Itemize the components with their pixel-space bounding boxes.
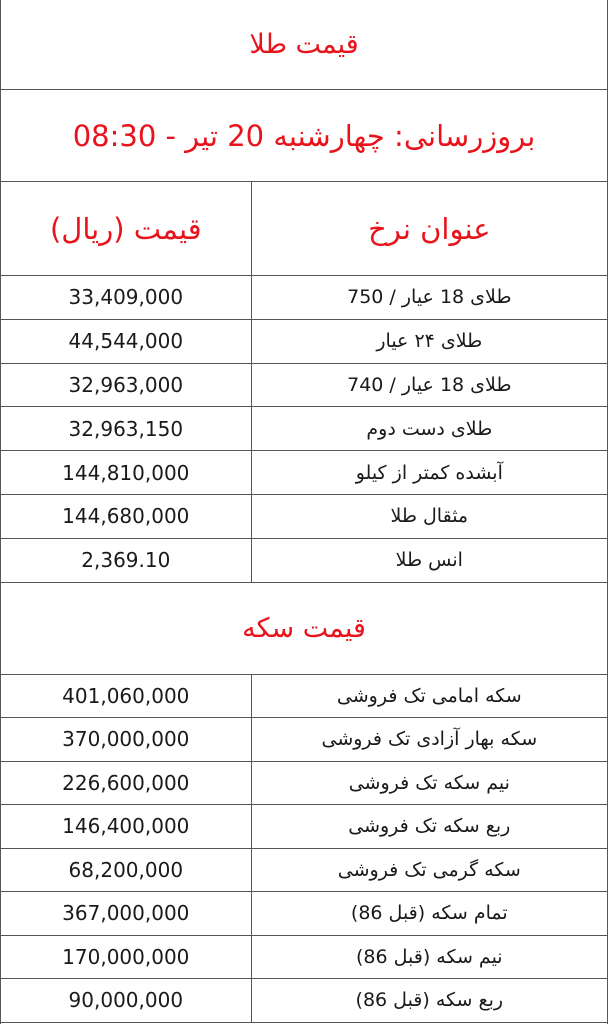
rate-price: 367,000,000 xyxy=(62,901,190,926)
rate-name: نیم سکه تک فروشی xyxy=(251,762,607,805)
rate-price: 68,200,000 xyxy=(68,857,184,882)
table-row xyxy=(1,849,607,893)
table-row xyxy=(1,805,607,849)
rate-name: نیم سکه (قبل 86) xyxy=(251,936,607,979)
rate-price: 90,000,000 xyxy=(68,988,184,1013)
page-title: قیمت طلا xyxy=(1,0,607,90)
coin-section-title: قیمت سکه xyxy=(1,583,607,675)
table-row xyxy=(1,364,607,408)
table-row xyxy=(1,892,607,936)
table-row xyxy=(1,718,607,762)
header-price: قیمت (ریال) xyxy=(49,211,202,246)
rate-price: 44,544,000 xyxy=(68,329,184,354)
rate-name: سکه امامی تک فروشی xyxy=(251,675,607,718)
rate-price: 146,400,000 xyxy=(62,814,190,839)
table-row xyxy=(1,979,607,1023)
rate-name: طلای 18 عیار / 750 xyxy=(251,276,607,319)
rate-name: سکه بهار آزادی تک فروشی xyxy=(251,718,607,761)
last-updated: بروزرسانی: چهارشنبه 20 تیر - 08:30 xyxy=(1,90,607,182)
rate-price: 32,963,150 xyxy=(68,416,184,441)
rate-name: طلای ۲۴ عیار xyxy=(251,320,607,363)
rate-name: مثقال طلا xyxy=(251,495,607,538)
table-row xyxy=(1,276,607,320)
rate-price: 401,060,000 xyxy=(62,683,190,708)
table-row xyxy=(1,495,607,539)
rate-price: 33,409,000 xyxy=(68,285,184,310)
rate-name: ربع سکه (قبل 86) xyxy=(251,979,607,1022)
table-header-row xyxy=(1,182,607,276)
table-row xyxy=(1,407,607,451)
table-row xyxy=(1,762,607,806)
table-row xyxy=(1,539,607,583)
rate-price: 170,000,000 xyxy=(62,944,190,969)
rate-name: طلای دست دوم xyxy=(251,407,607,450)
rate-price: 144,810,000 xyxy=(62,460,190,485)
rate-name: ربع سکه تک فروشی xyxy=(251,805,607,848)
rate-name: تمام سکه (قبل 86) xyxy=(251,892,607,935)
rate-price: 2,369.10 xyxy=(81,548,171,573)
table-row xyxy=(1,320,607,364)
table-row xyxy=(1,451,607,495)
rate-name: انس طلا xyxy=(251,539,607,582)
rate-name: آبشده کمتر از کیلو xyxy=(251,451,607,494)
rate-name: طلای 18 عیار / 740 xyxy=(251,364,607,407)
rate-price: 144,680,000 xyxy=(62,504,190,529)
header-name: عنوان نرخ xyxy=(251,182,607,275)
rate-price: 370,000,000 xyxy=(62,727,190,752)
rate-price: 226,600,000 xyxy=(62,770,190,795)
rate-name: سکه گرمی تک فروشی xyxy=(251,849,607,892)
rate-price: 32,963,000 xyxy=(68,372,184,397)
table-row xyxy=(1,675,607,719)
table-row xyxy=(1,936,607,980)
